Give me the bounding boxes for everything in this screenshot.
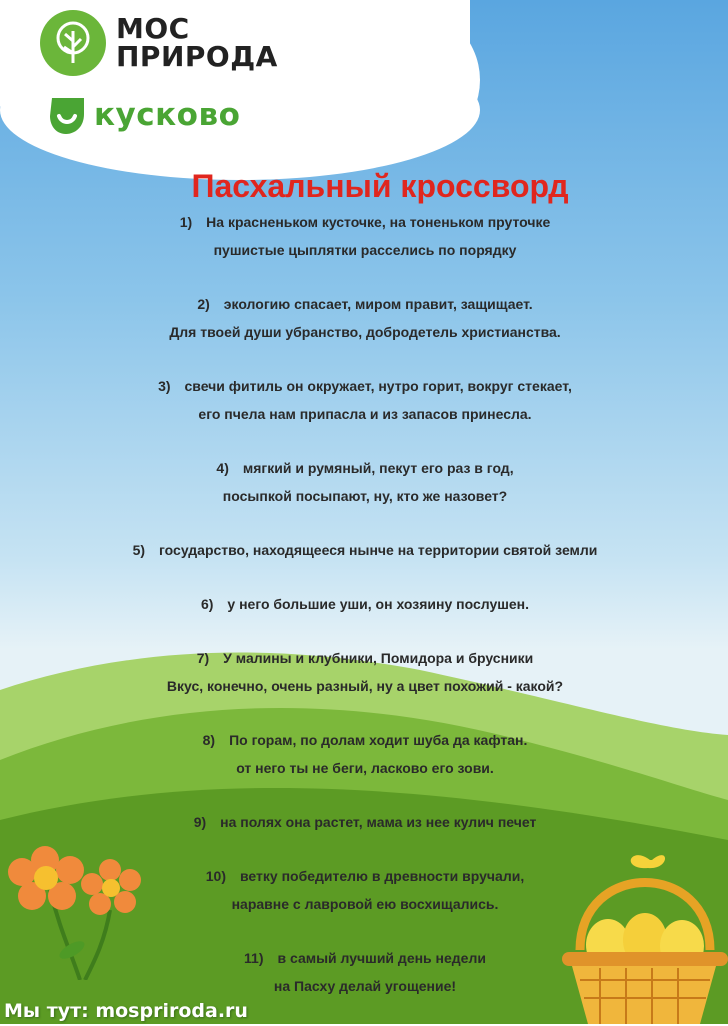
- riddle-line: [40, 318, 690, 346]
- riddle-item: [40, 644, 690, 700]
- riddle-line: [40, 290, 690, 318]
- kuskovo-logo[interactable]: [46, 94, 240, 136]
- riddle-item: [40, 944, 690, 1000]
- riddle-line: [40, 400, 690, 428]
- smile-leaf-icon: [46, 94, 88, 136]
- riddle-line: [40, 454, 690, 482]
- riddle-number: 11): [244, 950, 264, 966]
- riddle-line: [40, 644, 690, 672]
- riddle-line: [40, 236, 690, 264]
- riddle-text: У малины и клубники, Помидора и брусники: [223, 650, 534, 666]
- riddle-line: [40, 372, 690, 400]
- riddle-line: [40, 208, 690, 236]
- riddle-line: [40, 590, 690, 618]
- riddle-list: [40, 208, 690, 1026]
- riddle-line: [40, 536, 690, 564]
- riddle-text: у него большие уши, он хозяину послушен.: [227, 596, 530, 612]
- riddle-item: [40, 808, 690, 836]
- logo-line2: ПРИРОДА: [116, 40, 278, 73]
- tree-icon: [40, 10, 106, 76]
- riddle-line: [40, 482, 690, 510]
- riddle-line: [40, 972, 690, 1000]
- riddle-text: свечи фитиль он окружает, нутро горит, вокруг стекает,: [184, 378, 572, 394]
- riddle-text: на полях она растет, мама из нее кулич печет: [220, 814, 537, 830]
- riddle-item: [40, 862, 690, 918]
- riddle-number: 8): [202, 732, 216, 748]
- riddle-line: [40, 944, 690, 972]
- mospriroda-logo[interactable]: [40, 10, 278, 76]
- riddle-text: посыпкой посыпают, ну, кто же назовет?: [222, 488, 508, 504]
- riddle-text: в самый лучший день недели: [277, 950, 486, 966]
- riddle-number: 1): [179, 214, 193, 230]
- logo-line1: МОС: [116, 12, 190, 45]
- riddle-text: государство, находящееся нынче на территории святой земли: [159, 542, 598, 558]
- riddle-number: 5): [132, 542, 146, 558]
- riddle-text: На красненьком кусточке, на тоненьком пруточке: [206, 214, 551, 230]
- riddle-number: 3): [158, 378, 171, 394]
- riddle-number: 10): [205, 868, 226, 884]
- riddle-item: [40, 454, 690, 510]
- riddle-text: на Пасху делай угощение!: [273, 978, 457, 994]
- riddle-text: наравне с лавровой ею восхищались.: [231, 896, 499, 912]
- riddle-line: [40, 890, 690, 918]
- riddle-text: Вкус, конечно, очень разный, ну а цвет похожий - какой?: [166, 678, 564, 694]
- riddle-text: Для твоей души убранство, добродетель христианства.: [169, 324, 561, 340]
- riddle-text: от него ты не беги, ласково его зови.: [236, 760, 494, 776]
- riddle-line: [40, 726, 690, 754]
- riddle-number: 7): [196, 650, 210, 666]
- riddle-item: [40, 590, 690, 618]
- riddle-text: экологию спасает, миром правит, защищает.: [223, 296, 533, 312]
- riddle-text: По горам, по долам ходит шуба да кафтан.: [229, 732, 528, 748]
- riddle-item: [40, 372, 690, 428]
- riddle-line: [40, 862, 690, 890]
- park-name: кусково: [94, 97, 241, 133]
- riddle-item: [40, 726, 690, 782]
- riddle-line: [40, 808, 690, 836]
- page-title: Пасхальный кроссворд: [191, 168, 569, 204]
- riddle-number: 6): [200, 596, 214, 612]
- riddle-number: 2): [197, 296, 210, 312]
- riddle-text: ветку победителю в древности вручали,: [240, 868, 525, 884]
- logo-wordmark: [116, 12, 278, 73]
- riddle-text: пушистые цыплятки расселись по порядку: [213, 242, 517, 258]
- riddle-text: его пчела нам припасла и из запасов принесла.: [198, 406, 532, 422]
- riddle-number: 4): [216, 460, 229, 476]
- riddle-line: [40, 672, 690, 700]
- riddle-line: [40, 754, 690, 782]
- riddle-number: 9): [193, 814, 207, 830]
- footer-website[interactable]: Мы тут: mosprirodа.ru: [4, 1000, 248, 1022]
- riddle-item: [40, 536, 690, 564]
- riddle-text: мягкий и румяный, пекут его раз в год,: [242, 460, 514, 476]
- riddle-item: [40, 208, 690, 264]
- riddle-item: [40, 290, 690, 346]
